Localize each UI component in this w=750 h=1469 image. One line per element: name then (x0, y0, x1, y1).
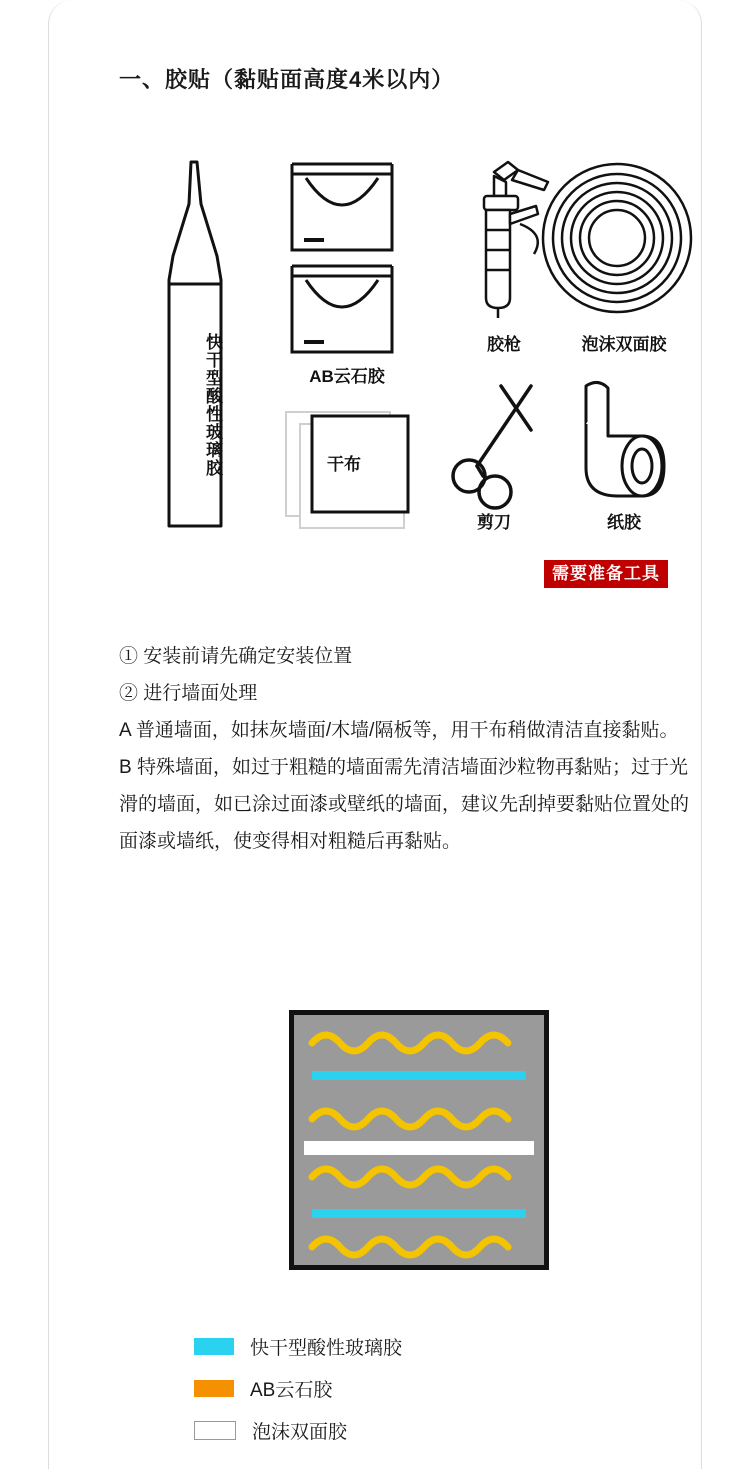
foam-tape-label: 泡沫双面胶 (581, 335, 667, 354)
wall-application-diagram (289, 1010, 549, 1270)
instruction-steps (119, 638, 689, 860)
step-line-3: A 普通墙面，如抹灰墙面/木墙/隔板等，用干布稍做清洁直接黏贴。 (119, 720, 679, 741)
ab-stone-glue-icon (284, 160, 404, 350)
scissors-label: 剪刀 (477, 513, 511, 532)
foam-tape-icon (539, 160, 699, 320)
step-line-2: ② 进行墙面处理 (119, 683, 258, 704)
legend-item (194, 1325, 624, 1367)
legend-item (194, 1409, 624, 1451)
step-line-4: B 特殊墙面，如过于粗糙的墙面需先清洁墙面沙粒物再黏贴；过于光滑的墙面，如已涂过面漆或壁纸的墙面，建议先刮掉要黏贴位置处的面漆或墙纸，使变得相对粗糙后再黏贴。 (119, 757, 690, 852)
step-line-1: ① 安装前请先确定安装位置 (119, 646, 353, 667)
scissors-icon (439, 380, 559, 510)
page-title: 一、胶贴（黏贴面高度4米以内） (119, 67, 455, 92)
paper-tape-label: 纸胶 (607, 513, 641, 532)
paper-tape-icon (564, 378, 684, 508)
legend-label-foam-tape: 泡沫双面胶 (252, 1421, 348, 1443)
legend-swatch-foam-tape (194, 1421, 236, 1440)
legend-swatch-ab-glue (194, 1380, 234, 1397)
document-page (48, 0, 702, 1469)
legend-item (194, 1367, 624, 1409)
dry-cloth-label: 干布 (327, 455, 361, 474)
status-badge: 需要准备工具 (544, 560, 668, 588)
legend-swatch-glass-glue (194, 1338, 234, 1355)
ab-stone-glue-label: AB云石胶 (309, 367, 385, 386)
legend-label-glass-glue: 快干型酸性玻璃胶 (250, 1337, 403, 1359)
legend (194, 1325, 624, 1451)
tools-illustration (109, 140, 709, 610)
legend-label-ab-glue: AB云石胶 (250, 1379, 333, 1401)
glue-tube-label: 快干型酸性玻璃胶 (203, 333, 222, 477)
glue-gun-label: 胶枪 (487, 335, 521, 354)
